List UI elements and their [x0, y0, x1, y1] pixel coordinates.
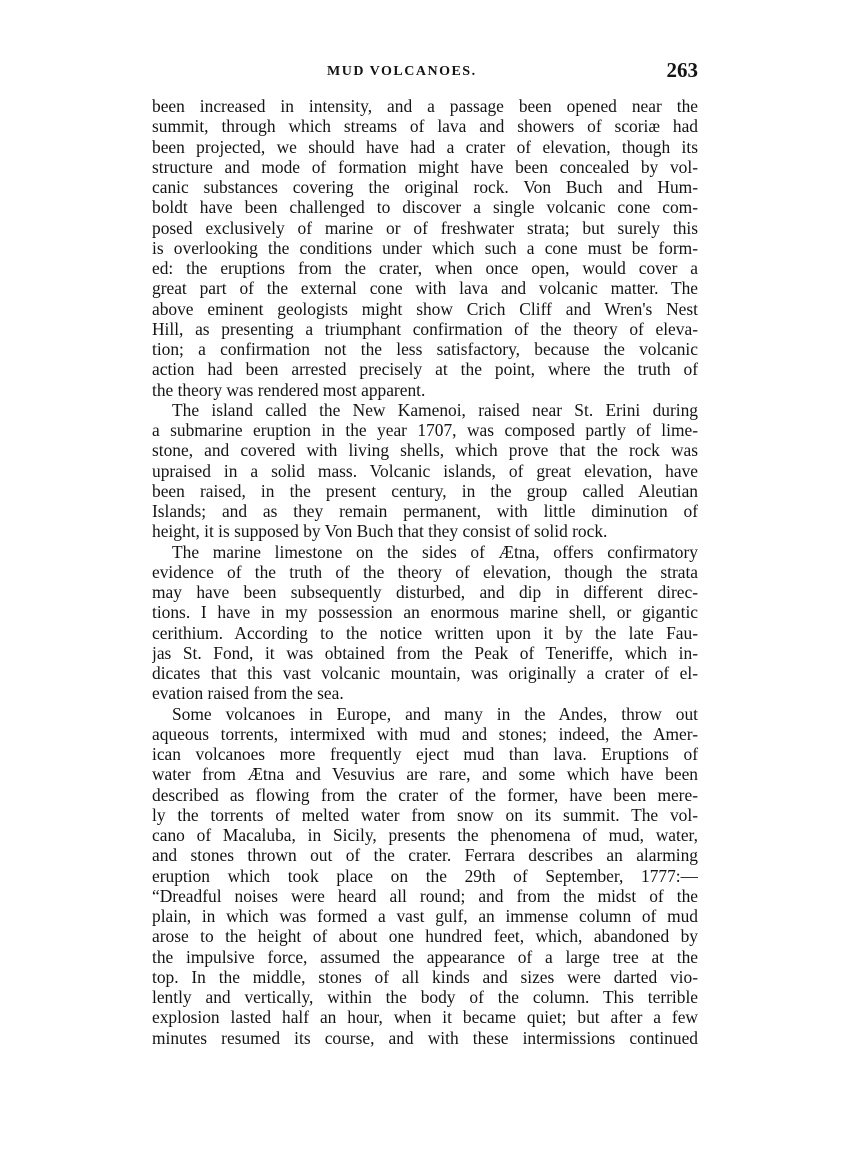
- text-line: explosion lasted half an hour, when it became quiet; but after a few: [152, 1007, 698, 1028]
- text-line: Some volcanoes in Europe, and many in the Andes, throw out: [172, 703, 698, 724]
- text-line: boldt have been challenged to discover a single volcanic cone com-: [152, 197, 698, 218]
- text-line: evidence of the truth of the theory of elevation, though the strata: [152, 561, 698, 582]
- text-line: eruption which took place on the 29th of September, 1777:—: [152, 865, 698, 886]
- text-line: cerithium. According to the notice written upon it by the late Fau-: [152, 622, 698, 643]
- body-text: [152, 96, 698, 1048]
- text-line: The island called the New Kamenoi, raised near St. Erini during: [172, 399, 698, 420]
- text-line: plain, in which was formed a vast gulf, an immense column of mud: [152, 906, 698, 926]
- text-line: been projected, we should have had a crater of elevation, though its: [152, 136, 698, 157]
- text-line: the theory was rendered most apparent.: [152, 379, 426, 400]
- text-line: stone, and covered with living shells, which prove that the rock was: [152, 440, 698, 461]
- text-line: is overlooking the conditions under which such a cone must be form-: [152, 237, 698, 258]
- text-line: dicates that this vast volcanic mountain, was originally a crater of el-: [152, 663, 698, 683]
- text-line: the impulsive force, assumed the appearance of a large tree at the: [152, 946, 698, 967]
- text-line: ed: the eruptions from the crater, when once open, would cover a: [152, 258, 698, 278]
- text-line: ly the torrents of melted water from snow on its summit. The vol-: [152, 804, 698, 825]
- text-line: cano of Macaluba, in Sicily, presents the phenomena of mud, water,: [152, 825, 698, 845]
- page-number: 263: [666, 58, 698, 82]
- text-line: upraised in a solid mass. Volcanic islands, of great elevation, have: [152, 460, 698, 481]
- text-line: been increased in intensity, and a passage been opened near the: [152, 96, 698, 116]
- text-line: ican volcanoes more frequently eject mud than lava. Eruptions of: [152, 744, 698, 764]
- text-line: summit, through which streams of lava and showers of scoriæ had: [152, 116, 698, 137]
- text-line: The marine limestone on the sides of Ætna, offers confirmatory: [172, 541, 698, 562]
- text-line: a submarine eruption in the year 1707, was composed partly of lime-: [152, 420, 698, 440]
- text-line: posed exclusively of marine or of freshwater strata; but surely this: [152, 217, 698, 238]
- text-line: aqueous torrents, intermixed with mud and stones; indeed, the Amer-: [152, 723, 698, 744]
- text-line: Islands; and as they remain permanent, with little diminution of: [152, 501, 698, 521]
- text-line: tions. I have in my possession an enormous marine shell, or gigantic: [152, 602, 698, 623]
- page-header: [152, 58, 698, 88]
- text-line: may have been subsequently disturbed, and dip in different direc-: [152, 582, 698, 602]
- text-line: been raised, in the present century, in the group called Aleutian: [152, 480, 698, 501]
- text-line: lently and vertically, within the body of the column. This terrible: [152, 987, 698, 1007]
- text-line: Hill, as presenting a triumphant confirmation of the theory of eleva-: [152, 318, 698, 339]
- text-line: tion; a confirmation not the less satisfactory, because the volcanic: [152, 339, 698, 359]
- text-line: jas St. Fond, it was obtained from the Peak of Teneriffe, which in-: [152, 642, 698, 663]
- text-line: canic substances covering the original rock. Von Buch and Hum-: [152, 177, 698, 197]
- text-line: described as flowing from the crater of the former, have been mere-: [152, 784, 698, 805]
- text-line: water from Ætna and Vesuvius are rare, and some which have been: [152, 764, 698, 785]
- text-line: action had been arrested precisely at the point, where the truth of: [152, 359, 698, 380]
- text-line: and stones thrown out of the crater. Ferrara describes an alarming: [152, 845, 698, 866]
- text-line: great part of the external cone with lava and volcanic matter. The: [152, 278, 698, 299]
- text-line: minutes resumed its course, and with these intermissions continued: [152, 1027, 698, 1048]
- text-line: evation raised from the sea.: [152, 683, 344, 704]
- text-line: “Dreadful noises were heard all round; and from the midst of the: [152, 885, 698, 906]
- text-line: above eminent geologists might show Crich Cliff and Wren's Nest: [152, 298, 698, 319]
- text-line: structure and mode of formation might have been concealed by vol-: [152, 156, 698, 177]
- running-head: MUD VOLCANOES.: [327, 64, 477, 79]
- text-line: height, it is supposed by Von Buch that they consist of solid rock.: [152, 521, 608, 542]
- text-line: top. In the middle, stones of all kinds and sizes were darted vio-: [152, 966, 698, 987]
- text-line: arose to the height of about one hundred feet, which, abandoned by: [152, 926, 698, 947]
